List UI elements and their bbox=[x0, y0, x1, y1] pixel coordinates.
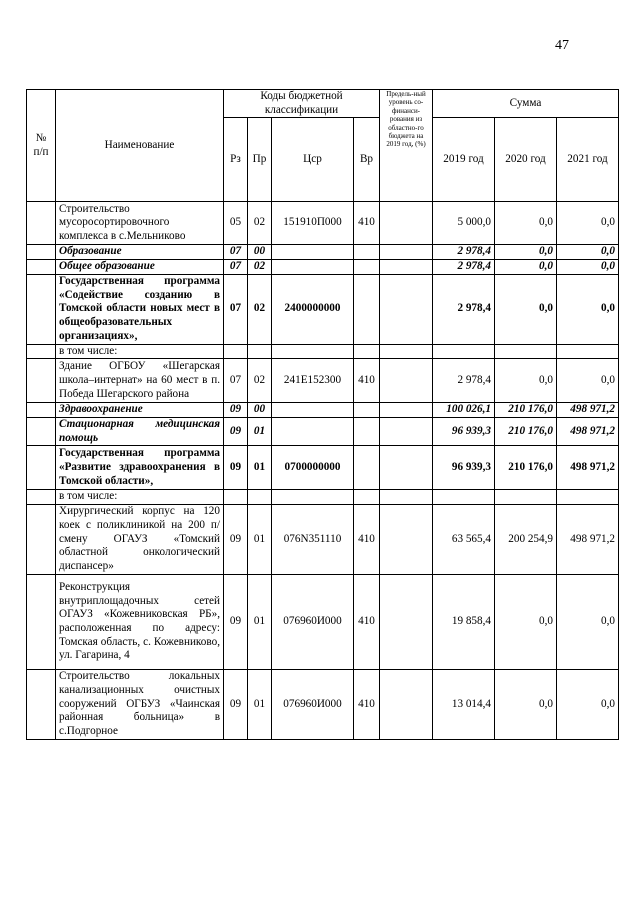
cell-name: Государственная программа «Развитие здравоохранения в Томской области», bbox=[56, 446, 224, 490]
cell-y2021: 498 971,2 bbox=[557, 446, 619, 490]
cell-csr bbox=[272, 259, 354, 274]
cell-pr: 00 bbox=[248, 245, 272, 260]
table-row bbox=[27, 274, 619, 344]
table-row bbox=[27, 403, 619, 418]
cell-rz: 07 bbox=[224, 245, 248, 260]
cell-csr bbox=[272, 344, 354, 359]
cell-csr bbox=[272, 403, 354, 418]
cell-csr: 076960И000 bbox=[272, 669, 354, 739]
header-name: Наименование bbox=[56, 90, 224, 202]
cell-y2020: 0,0 bbox=[495, 669, 557, 739]
cell-name: Реконструкция внутриплощадочных сетей ОГАУЗ «Кожевниковская РБ», расположенная по адресу: Томская область, с. Кожевниково, ул. Гагарина, 4 bbox=[56, 574, 224, 669]
budget-table bbox=[26, 89, 619, 740]
cell-num bbox=[27, 359, 56, 403]
cell-level bbox=[380, 344, 433, 359]
cell-rz: 09 bbox=[224, 504, 248, 574]
cell-y2019: 2 978,4 bbox=[433, 259, 495, 274]
cell-pr: 00 bbox=[248, 403, 272, 418]
cell-num bbox=[27, 490, 56, 505]
cell-num bbox=[27, 574, 56, 669]
cell-pr: 01 bbox=[248, 446, 272, 490]
cell-vr bbox=[354, 490, 380, 505]
cell-y2019: 2 978,4 bbox=[433, 274, 495, 344]
cell-level bbox=[380, 202, 433, 245]
table-row bbox=[27, 669, 619, 739]
cell-pr bbox=[248, 344, 272, 359]
cell-y2021: 0,0 bbox=[557, 259, 619, 274]
cell-name: Стационарная медицинская помощь bbox=[56, 417, 224, 445]
cell-num bbox=[27, 403, 56, 418]
header-sum-group: Сумма bbox=[433, 90, 619, 118]
cell-rz: 09 bbox=[224, 574, 248, 669]
cell-y2021: 0,0 bbox=[557, 202, 619, 245]
cell-vr bbox=[354, 245, 380, 260]
cell-num bbox=[27, 245, 56, 260]
cell-level bbox=[380, 417, 433, 445]
cell-pr: 01 bbox=[248, 504, 272, 574]
cell-num bbox=[27, 417, 56, 445]
cell-y2021: 0,0 bbox=[557, 359, 619, 403]
cell-rz: 07 bbox=[224, 259, 248, 274]
cell-vr: 410 bbox=[354, 359, 380, 403]
cell-csr bbox=[272, 417, 354, 445]
cell-pr: 02 bbox=[248, 359, 272, 403]
cell-name: Общее образование bbox=[56, 259, 224, 274]
header-2021: 2021 год bbox=[557, 118, 619, 202]
table-row bbox=[27, 574, 619, 669]
cell-vr: 410 bbox=[354, 504, 380, 574]
cell-rz bbox=[224, 344, 248, 359]
table-row bbox=[27, 202, 619, 245]
cell-level bbox=[380, 446, 433, 490]
cell-rz bbox=[224, 490, 248, 505]
table-row bbox=[27, 446, 619, 490]
cell-num bbox=[27, 274, 56, 344]
cell-rz: 09 bbox=[224, 446, 248, 490]
cell-y2020: 210 176,0 bbox=[495, 417, 557, 445]
cell-vr bbox=[354, 259, 380, 274]
cell-y2020: 210 176,0 bbox=[495, 403, 557, 418]
cell-pr: 01 bbox=[248, 669, 272, 739]
cell-y2020: 0,0 bbox=[495, 202, 557, 245]
cell-y2021: 0,0 bbox=[557, 274, 619, 344]
cell-pr: 02 bbox=[248, 202, 272, 245]
cell-vr: 410 bbox=[354, 669, 380, 739]
cell-y2020: 210 176,0 bbox=[495, 446, 557, 490]
cell-y2021 bbox=[557, 344, 619, 359]
cell-name: Строительство мусоросортировочного комплекса в с.Мельниково bbox=[56, 202, 224, 245]
cell-csr bbox=[272, 490, 354, 505]
table-row bbox=[27, 490, 619, 505]
cell-name: Образование bbox=[56, 245, 224, 260]
cell-y2020: 0,0 bbox=[495, 259, 557, 274]
cell-vr bbox=[354, 446, 380, 490]
cell-rz: 05 bbox=[224, 202, 248, 245]
cell-pr bbox=[248, 490, 272, 505]
cell-csr: 076960И000 bbox=[272, 574, 354, 669]
page-number: 47 bbox=[555, 38, 569, 53]
cell-csr: 076N351110 bbox=[272, 504, 354, 574]
cell-y2020: 0,0 bbox=[495, 359, 557, 403]
cell-name: Государственная программа «Содействие созданию в Томской области новых мест в общеобразовательных организациях», bbox=[56, 274, 224, 344]
header-2020: 2020 год bbox=[495, 118, 557, 202]
cell-y2019: 2 978,4 bbox=[433, 359, 495, 403]
cell-level bbox=[380, 359, 433, 403]
cell-vr: 410 bbox=[354, 574, 380, 669]
cell-num bbox=[27, 259, 56, 274]
cell-level bbox=[380, 259, 433, 274]
cell-pr: 01 bbox=[248, 574, 272, 669]
cell-rz: 09 bbox=[224, 417, 248, 445]
cell-y2019: 19 858,4 bbox=[433, 574, 495, 669]
cell-rz: 07 bbox=[224, 359, 248, 403]
cell-name: Здание ОГБОУ «Шегарская школа–интернат» на 60 мест в п. Победа Шегарского района bbox=[56, 359, 224, 403]
header-csr: Цср bbox=[272, 118, 354, 202]
cell-name: Хирургический корпус на 120 коек с поликлиникой на 200 п/смену ОГАУЗ «Томский областной онкологический диспансер» bbox=[56, 504, 224, 574]
cell-level bbox=[380, 403, 433, 418]
cell-y2019: 63 565,4 bbox=[433, 504, 495, 574]
cell-vr bbox=[354, 274, 380, 344]
cell-y2021: 498 971,2 bbox=[557, 417, 619, 445]
cell-y2020 bbox=[495, 490, 557, 505]
header-pr: Пр bbox=[248, 118, 272, 202]
cell-y2021: 498 971,2 bbox=[557, 403, 619, 418]
header-num: № п/п bbox=[27, 90, 56, 202]
cell-y2021: 0,0 bbox=[557, 245, 619, 260]
cell-level bbox=[380, 504, 433, 574]
cell-num bbox=[27, 344, 56, 359]
cell-vr bbox=[354, 417, 380, 445]
cell-y2020 bbox=[495, 344, 557, 359]
cell-y2021 bbox=[557, 490, 619, 505]
cell-name: Здравоохранение bbox=[56, 403, 224, 418]
cell-vr: 410 bbox=[354, 202, 380, 245]
cell-rz: 07 bbox=[224, 274, 248, 344]
header-level: Предель-ный уровень со-финанси-рования из областно-го бюджета на 2019 год, (%) bbox=[380, 90, 433, 202]
cell-level bbox=[380, 669, 433, 739]
header-codes-group: Коды бюджетной классификации bbox=[224, 90, 380, 118]
header-vr: Вр bbox=[354, 118, 380, 202]
cell-level bbox=[380, 245, 433, 260]
cell-y2019: 5 000,0 bbox=[433, 202, 495, 245]
cell-level bbox=[380, 490, 433, 505]
cell-num bbox=[27, 446, 56, 490]
table-row bbox=[27, 259, 619, 274]
cell-y2019: 96 939,3 bbox=[433, 446, 495, 490]
table-row bbox=[27, 417, 619, 445]
cell-y2020: 0,0 bbox=[495, 574, 557, 669]
cell-y2020: 0,0 bbox=[495, 274, 557, 344]
cell-num bbox=[27, 504, 56, 574]
cell-y2019: 100 026,1 bbox=[433, 403, 495, 418]
cell-level bbox=[380, 274, 433, 344]
cell-rz: 09 bbox=[224, 669, 248, 739]
cell-y2019: 96 939,3 bbox=[433, 417, 495, 445]
cell-y2021: 498 971,2 bbox=[557, 504, 619, 574]
cell-pr: 01 bbox=[248, 417, 272, 445]
cell-y2020: 200 254,9 bbox=[495, 504, 557, 574]
table-row bbox=[27, 344, 619, 359]
cell-name: в том числе: bbox=[56, 490, 224, 505]
table-row bbox=[27, 504, 619, 574]
cell-name: Строительство локальных канализационных очистных сооружений ОГБУЗ «Чаинская районная больница» в с.Подгорное bbox=[56, 669, 224, 739]
cell-csr: 2400000000 bbox=[272, 274, 354, 344]
cell-y2019 bbox=[433, 344, 495, 359]
cell-y2019: 2 978,4 bbox=[433, 245, 495, 260]
table-row bbox=[27, 245, 619, 260]
cell-vr bbox=[354, 344, 380, 359]
cell-level bbox=[380, 574, 433, 669]
cell-num bbox=[27, 669, 56, 739]
cell-rz: 09 bbox=[224, 403, 248, 418]
cell-y2019: 13 014,4 bbox=[433, 669, 495, 739]
cell-y2020: 0,0 bbox=[495, 245, 557, 260]
cell-vr bbox=[354, 403, 380, 418]
header-2019: 2019 год bbox=[433, 118, 495, 202]
table-row bbox=[27, 359, 619, 403]
cell-num bbox=[27, 202, 56, 245]
cell-pr: 02 bbox=[248, 274, 272, 344]
cell-csr: 241E152300 bbox=[272, 359, 354, 403]
cell-y2021: 0,0 bbox=[557, 574, 619, 669]
cell-csr bbox=[272, 245, 354, 260]
cell-y2021: 0,0 bbox=[557, 669, 619, 739]
cell-csr: 0700000000 bbox=[272, 446, 354, 490]
cell-name: в том числе: bbox=[56, 344, 224, 359]
cell-csr: 151910П000 bbox=[272, 202, 354, 245]
header-rz: Рз bbox=[224, 118, 248, 202]
cell-y2019 bbox=[433, 490, 495, 505]
cell-pr: 02 bbox=[248, 259, 272, 274]
